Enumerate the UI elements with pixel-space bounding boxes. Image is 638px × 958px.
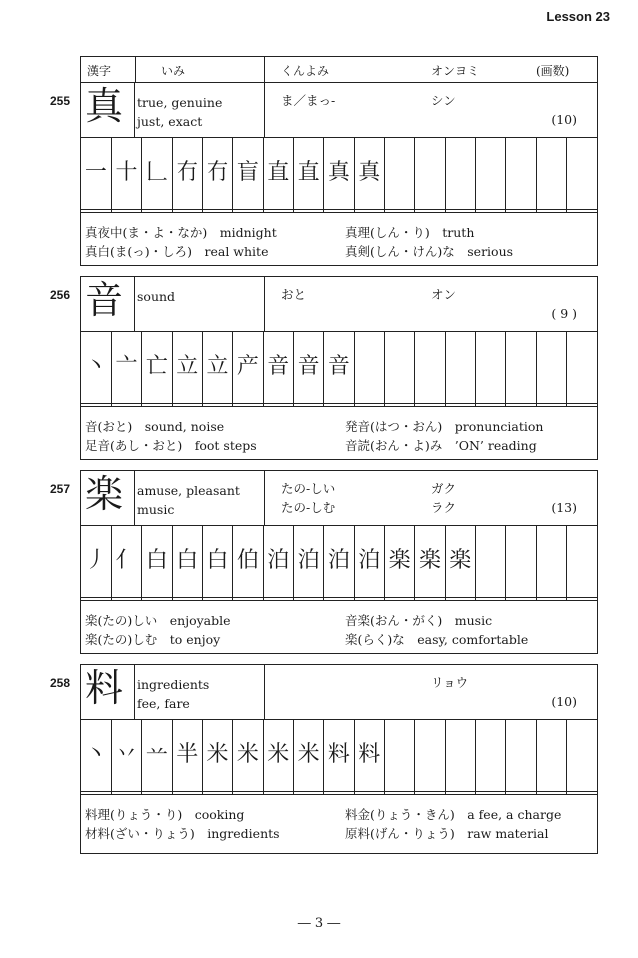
stroke-cell [415,137,445,209]
stroke-cell: 白 [142,525,172,597]
practice-cell [475,791,505,794]
stroke-cell: 真 [324,137,354,209]
example-word: 料金(りょう・きん) a fee, a charge [345,807,562,822]
stroke-cell [415,719,445,791]
practice-cell [263,791,293,794]
header-on: オンヨミ [431,64,480,78]
stroke-cell [506,719,536,791]
divider [264,83,265,137]
stroke-cell: 冇 [172,137,202,209]
practice-cell [536,597,566,600]
stroke-cell: 丷 [111,719,141,791]
example-words [81,417,597,461]
practice-cell [233,597,263,600]
practice-cell [142,403,172,406]
practice-cell [111,791,141,794]
stroke-cell: 十 [111,137,141,209]
practice-cell [567,597,598,600]
stroke-cell: 米 [233,719,263,791]
example-word: 足音(あし・おと) foot steps [85,438,257,453]
stroke-count: (13) [551,500,577,515]
stroke-cell [536,331,566,403]
stroke-cell: 丶 [81,719,111,791]
meaning-1: true, genuine [137,95,223,110]
stroke-order-grid [81,137,597,213]
practice-cell [293,597,323,600]
stroke-order-grid [81,331,597,407]
kanji-cell [81,277,135,331]
example-word: 楽(らく)な easy, comfortable [345,632,529,647]
stroke-cell [567,331,598,403]
stroke-cell: 亡 [142,331,172,403]
practice-cell [415,403,445,406]
stroke-cell: 泊 [263,525,293,597]
main-kanji: 真 [85,84,124,128]
on-reading-2: ラク [431,500,457,515]
practice-cell [415,597,445,600]
on-reading-1: ガク [431,481,457,496]
practice-cell [445,403,475,406]
stroke-cell [536,137,566,209]
practice-cell [354,597,384,600]
practice-cell [172,209,202,212]
practice-cell [415,209,445,212]
practice-cell [324,791,354,794]
kanji-cell [81,471,135,525]
practice-cell [354,403,384,406]
practice-cell [233,791,263,794]
practice-cell [506,209,536,212]
stroke-cell: 真 [354,137,384,209]
practice-cell [536,791,566,794]
divider [264,665,265,719]
entry-number: 256 [50,288,71,302]
stroke-cell: 米 [263,719,293,791]
meaning-2: music [137,502,175,517]
practice-cell [142,597,172,600]
practice-cell [263,403,293,406]
practice-cell [415,791,445,794]
example-word: 材料(ざい・りょう) ingredients [85,826,280,841]
example-words [81,805,597,849]
stroke-cell: 亻 [111,525,141,597]
example-word: 真剣(しん・けん)な serious [345,244,514,259]
entry-number: 258 [50,676,71,690]
practice-cell [202,403,232,406]
stroke-cell: 丿 [81,525,111,597]
stroke-count: (10) [551,694,577,709]
example-word: 真夜中(ま・よ・なか) midnight [85,225,277,240]
stroke-cell [445,719,475,791]
practice-cell [324,403,354,406]
stroke-count: ( 9 ) [551,306,577,321]
kanji-entry [80,82,598,266]
example-word: 音楽(おん・がく) music [345,613,493,628]
stroke-cell: 米 [293,719,323,791]
header-strokes: (画数) [536,64,570,78]
example-word: 楽(たの)しむ to enjoy [85,632,221,647]
practice-cell [324,597,354,600]
practice-cell [354,209,384,212]
practice-cell [506,403,536,406]
practice-cell [384,403,414,406]
meaning-1: amuse, pleasant [137,483,240,498]
practice-cell [445,597,475,600]
kanji-entry [80,470,598,654]
stroke-cell [567,719,598,791]
entry-number: 257 [50,482,71,496]
practice-cell [111,597,141,600]
meaning-1: sound [137,289,176,304]
practice-cell [263,209,293,212]
lesson-title: Lesson 23 [546,9,610,24]
practice-cell [506,791,536,794]
stroke-cell: 米 [202,719,232,791]
stroke-cell: 音 [263,331,293,403]
stroke-cell: 䒑 [142,719,172,791]
example-word: 発音(はつ・おん) pronunciation [345,419,544,434]
practice-cell [567,209,598,212]
stroke-cell [506,525,536,597]
stroke-cell [384,331,414,403]
stroke-cell: 楽 [445,525,475,597]
kanji-entry [80,276,598,460]
practice-cell [142,791,172,794]
stroke-cell: 白 [202,525,232,597]
practice-cell [384,597,414,600]
stroke-cell: 直 [263,137,293,209]
stroke-cell: 泊 [354,525,384,597]
practice-cell [475,209,505,212]
entry-info [81,665,597,720]
stroke-cell: 直 [293,137,323,209]
divider [264,57,265,82]
stroke-cell [354,331,384,403]
stroke-cell [384,137,414,209]
stroke-cell [384,719,414,791]
kun-reading-2: たの-しむ [281,500,336,515]
stroke-cell: 亠 [111,331,141,403]
practice-cell [202,209,232,212]
kun-reading-1: たの-しい [281,481,336,496]
header-kun: くんよみ [281,64,330,78]
kanji-entry [80,664,598,854]
practice-cell [172,403,202,406]
stroke-cell: 泊 [324,525,354,597]
kanji-cell [81,665,135,719]
stroke-cell [536,719,566,791]
stroke-cell: 料 [354,719,384,791]
stroke-cell [475,137,505,209]
example-word: 楽(たの)しい enjoyable [85,613,231,628]
practice-cell [445,791,475,794]
divider [264,471,265,525]
divider [135,57,136,82]
practice-cell [384,209,414,212]
stroke-cell: 音 [293,331,323,403]
header-kanji: 漢字 [87,64,112,78]
practice-cell [172,597,202,600]
meaning-2: fee, fare [137,696,190,711]
meaning-2: just, exact [137,114,203,129]
practice-cell [202,791,232,794]
main-kanji: 料 [85,666,124,710]
stroke-order-grid [81,719,597,795]
stroke-cell [445,331,475,403]
practice-cell [81,403,111,406]
stroke-cell [445,137,475,209]
example-word: 料理(りょう・り) cooking [85,807,245,822]
practice-cell [81,791,111,794]
practice-cell [567,791,598,794]
stroke-cell [506,137,536,209]
practice-cell [111,403,141,406]
practice-cell [536,403,566,406]
example-word: 真理(しん・り) truth [345,225,475,240]
stroke-cell: 白 [172,525,202,597]
main-kanji: 楽 [85,472,124,516]
stroke-cell: 料 [324,719,354,791]
page-number: ― 3 ― [297,916,341,931]
stroke-cell: 音 [324,331,354,403]
example-words [81,223,597,267]
practice-cell [111,209,141,212]
main-kanji: 音 [85,278,124,322]
practice-cell [293,403,323,406]
stroke-cell [536,525,566,597]
practice-cell [142,209,172,212]
meaning-1: ingredients [137,677,210,692]
stroke-cell: 立 [202,331,232,403]
stroke-cell: 𠃊 [142,137,172,209]
stroke-cell: 冇 [202,137,232,209]
practice-cell [567,403,598,406]
divider [264,277,265,331]
stroke-cell [475,331,505,403]
example-words [81,611,597,655]
entry-number: 255 [50,94,71,108]
stroke-cell [567,137,598,209]
practice-cell [293,209,323,212]
practice-cell [202,597,232,600]
example-word: 音読(おん・よ)み ’ON’ reading [345,438,537,453]
stroke-cell: 泊 [293,525,323,597]
stroke-count: (10) [551,112,577,127]
practice-cell [536,209,566,212]
header-meaning: いみ [161,64,186,78]
stroke-cell [475,719,505,791]
practice-cell [475,597,505,600]
stroke-cell: 楽 [384,525,414,597]
practice-cell [81,209,111,212]
stroke-cell: 丶 [81,331,111,403]
entry-info [81,277,597,332]
stroke-cell [415,331,445,403]
practice-cell [81,597,111,600]
kun-reading-1: ま／まっ- [281,93,336,108]
stroke-cell: 产 [233,331,263,403]
kanji-cell [81,83,135,137]
on-reading-1: オン [431,287,457,302]
example-word: 原料(げん・りょう) raw material [345,826,549,841]
practice-cell [506,597,536,600]
stroke-order-grid [81,525,597,601]
stroke-cell: 盲 [233,137,263,209]
practice-cell [172,791,202,794]
stroke-cell: 伯 [233,525,263,597]
kun-reading-1: おと [281,287,307,302]
practice-cell [293,791,323,794]
practice-cell [233,403,263,406]
on-reading-1: シン [431,93,456,108]
example-word: 真白(ま(っ)・しろ) real white [85,244,269,259]
practice-cell [445,209,475,212]
stroke-cell: 一 [81,137,111,209]
on-reading-1: リョウ [431,675,469,690]
practice-cell [475,403,505,406]
practice-cell [324,209,354,212]
example-word: 音(おと) sound, noise [85,419,225,434]
stroke-cell [506,331,536,403]
practice-cell [263,597,293,600]
stroke-cell [475,525,505,597]
practice-cell [233,209,263,212]
stroke-cell: 楽 [415,525,445,597]
stroke-cell: 立 [172,331,202,403]
stroke-cell: 半 [172,719,202,791]
stroke-cell [567,525,598,597]
entry-info [81,471,597,526]
table-header [80,56,598,82]
entry-info [81,83,597,138]
practice-cell [354,791,384,794]
practice-cell [384,791,414,794]
